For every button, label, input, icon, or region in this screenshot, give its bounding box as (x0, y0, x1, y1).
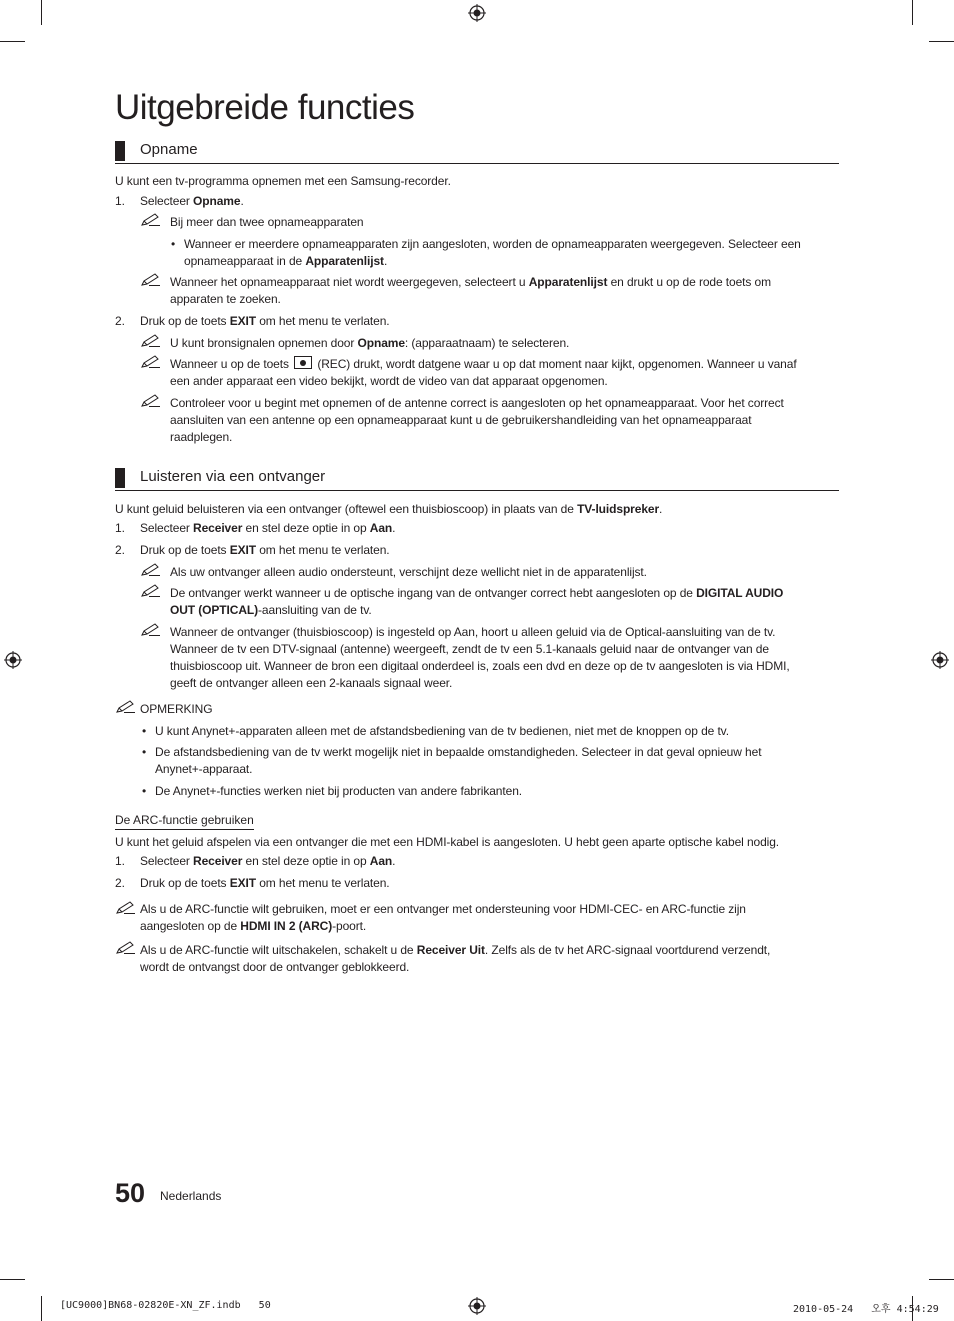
note-pencil-icon (140, 623, 162, 637)
step-number: 1. (115, 194, 126, 208)
note-text: thuisbioscoop uit. Wanneer de bron een digitaal onderdeel is, zoals een dvd en deze op de tv aangesloten is via HDMI, (170, 659, 790, 673)
note-pencil-icon (140, 394, 162, 408)
note-text: U kunt bronsignalen opnemen door Opname: (apparaatnaam) te selecteren. (170, 336, 570, 350)
note-text: Als u de ARC-functie wilt gebruiken, moet er een ontvanger met ondersteuning voor HDMI-CEC- en ARC-functie zijn (140, 902, 746, 916)
crop-mark-bottom-right-h (929, 1279, 954, 1280)
note-text: Wanneer u op de toets (REC) drukt, wordt datgene waar u op dat moment naar kijkt, opgenomen. Wanneer u vanaf (170, 357, 797, 371)
note-text: Bij meer dan twee opnameapparaten (170, 215, 364, 229)
registration-mark-icon (931, 651, 949, 669)
crop-mark-top-right-h (929, 41, 954, 42)
remark-label: OPMERKING (140, 702, 213, 716)
crop-mark-bottom-left-h (0, 1279, 25, 1280)
note-text: Wanneer de ontvanger (thuisbioscoop) is ingesteld op Aan, hoort u alleen geluid via de Optical-aansluiting van de tv. (170, 625, 776, 639)
note-text: OUT (OPTICAL)-aansluiting van de tv. (170, 603, 372, 617)
note-text: Wanneer de tv een DTV-signaal (antenne) weergeeft, zendt de tv een 5.1-kanaals geluid naar de ontvanger van de (170, 642, 769, 656)
note-text: Wanneer het opnameapparaat niet wordt weergegeven, selecteert u Apparatenlijst en drukt u op de rode toets om (170, 275, 772, 289)
note-pencil-icon (115, 941, 137, 955)
note-pencil-icon (140, 213, 162, 227)
step-number: 1. (115, 521, 126, 535)
step-number: 2. (115, 543, 126, 557)
crop-mark-bottom-left-v (41, 1296, 42, 1321)
step-text: Selecteer Opname. (140, 194, 244, 208)
step-text: Selecteer Receiver en stel deze optie in op Aan. (140, 521, 396, 535)
print-file-info: [UC9000]BN68-02820E-XN_ZF.indb 50 (60, 1300, 271, 1311)
section-marker (115, 468, 125, 488)
bullet: • (142, 745, 147, 759)
step-number: 1. (115, 854, 126, 868)
intro-text: U kunt het geluid afspelen via een ontvanger die met een HDMI-kabel is aangesloten. U hebt geen aparte optische kabel nodig. (115, 835, 780, 849)
page-title: Uitgebreide functies (115, 88, 415, 127)
bullet-text: Wanneer er meerdere opnameapparaten zijn aangesloten, worden de opnameapparaten weergegeven. Selecteer een (184, 237, 801, 251)
registration-mark-icon (4, 651, 22, 669)
note-text: De ontvanger werkt wanneer u de optische ingang van de ontvanger correct hebt aangesloten op de DIGITAL AUDIO (170, 586, 784, 600)
step-text: Selecteer Receiver en stel deze optie in op Aan. (140, 854, 396, 868)
note-text: een ander apparaat een video bekijkt, wordt de video van dat apparaat opgenomen. (170, 374, 608, 388)
page-language: Nederlands (160, 1189, 222, 1203)
page-number: 50 (115, 1178, 146, 1208)
step-number: 2. (115, 314, 126, 328)
section-title: Opname (140, 141, 198, 158)
crop-mark-top-left-v (41, 0, 42, 25)
registration-mark-icon (468, 4, 486, 22)
note-pencil-icon (140, 334, 162, 348)
record-button-icon (294, 356, 312, 369)
bullet-text: opnameapparaat in de Apparatenlijst. (184, 254, 388, 268)
section-marker (115, 141, 125, 161)
note-text: raadplegen. (170, 430, 233, 444)
note-pencil-icon (115, 901, 137, 915)
note-text: aansluiten van een antenne op een opnameapparaat kunt u de gebruikershandleiding van het opnameapparaat (170, 413, 752, 427)
section-title: Luisteren via een ontvanger (140, 468, 326, 485)
bullet-text: U kunt Anynet+-apparaten alleen met de afstandsbediening van de tv bedienen, niet met de knoppen op de tv. (155, 724, 729, 738)
note-text: Als uw ontvanger alleen audio ondersteunt, verschijnt deze wellicht niet in de apparatenlijst. (170, 565, 647, 579)
bullet: • (142, 784, 147, 798)
note-text: Controleer voor u begint met opnemen of de antenne correct is aangesloten op het opnameapparaat. Voor het correct (170, 396, 784, 410)
step-text: Druk op de toets EXIT om het menu te verlaten. (140, 876, 390, 890)
bullet-text: De Anynet+-functies werken niet bij producten van andere fabrikanten. (155, 784, 522, 798)
intro-text: U kunt geluid beluisteren via een ontvanger (oftewel een thuisbioscoop) in plaats van de TV-luidspreker. (115, 502, 663, 516)
bullet-text: De afstandsbediening van de tv werkt mogelijk niet in bepaalde omstandigheden. Selecteer in dat geval opnieuw het (155, 745, 762, 759)
crop-mark-top-left-h (0, 41, 25, 42)
section-header-luisteren (115, 466, 839, 491)
intro-text: U kunt een tv-programma opnemen met een Samsung-recorder. (115, 174, 451, 188)
note-pencil-icon (140, 584, 162, 598)
note-pencil-icon (140, 273, 162, 287)
step-text: Druk op de toets EXIT om het menu te verlaten. (140, 543, 390, 557)
step-number: 2. (115, 876, 126, 890)
note-pencil-icon (140, 563, 162, 577)
bullet-text: Anynet+-apparaat. (155, 762, 253, 776)
note-text: aangesloten op de HDMI IN 2 (ARC)-poort. (140, 919, 367, 933)
print-timestamp: 2010-05-24 오후 4:54:29 (793, 1304, 939, 1315)
note-pencil-icon (140, 355, 162, 369)
note-text: Als u de ARC-functie wilt uitschakelen, schakelt u de Receiver Uit. Zelfs als de tv het ARC-signaal voortdurend verzendt, (140, 943, 771, 957)
note-text: apparaten te zoeken. (170, 292, 281, 306)
step-text: Druk op de toets EXIT om het menu te verlaten. (140, 314, 390, 328)
bullet: • (171, 237, 176, 251)
note-text: wordt de ontvangst door de ontvanger geblokkeerd. (140, 960, 410, 974)
registration-mark-icon (468, 1297, 486, 1315)
note-text: geeft de ontvanger alleen een 2-kanaals signaal weer. (170, 676, 453, 690)
note-pencil-icon (115, 700, 137, 714)
crop-mark-top-right-v (912, 0, 913, 25)
subsection-title: De ARC-functie gebruiken (115, 812, 254, 830)
bullet: • (142, 724, 147, 738)
section-header-opname (115, 139, 839, 164)
